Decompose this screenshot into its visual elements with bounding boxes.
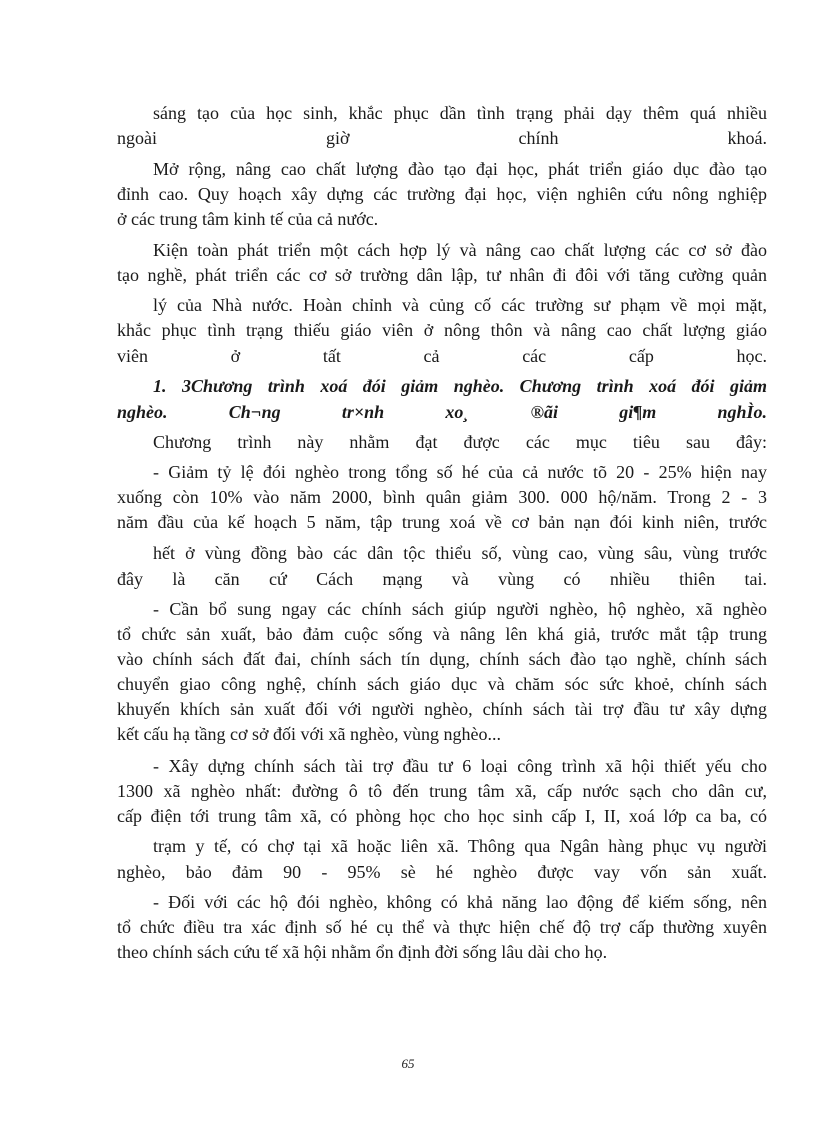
text-line: tổ chức sản xuất, bảo đảm cuộc sống và nâng lên khá giả, trước mắt tập trung	[117, 624, 767, 644]
text-line: đây là căn cứ Cách mạng và vùng có nhiều thiên tai.	[117, 569, 767, 589]
text-line: viên ở tất cả các cấp học.	[117, 346, 767, 366]
text-line: xuống còn 10% vào năm 2000, bình quân giảm 300. 000 hộ/năm. Trong 2 - 3	[117, 487, 767, 507]
text-line: lý của Nhà nước. Hoàn chỉnh và củng cố các trường sư phạm về mọi mặt,	[153, 295, 767, 315]
page-number: 65	[401, 1056, 415, 1071]
text-line: - Đối với các hộ đói nghèo, không có khả năng lao động để kiếm sống, nên	[153, 892, 767, 912]
text-line: ngoài giờ chính khoá.	[117, 128, 767, 148]
text-line: sáng tạo của học sinh, khắc phục dần tình trạng phải dạy thêm quá nhiều	[153, 103, 767, 123]
text-line: Chương trình này nhằm đạt được các mục tiêu sau đây:	[153, 432, 767, 452]
text-line: theo chính sách cứu tế xã hội nhằm ổn định đời sống lâu dài cho họ.	[117, 942, 608, 962]
text-line: 1300 xã nghèo nhất: đường ô tô đến trung tâm xã, cấp nước sạch cho dân cư,	[117, 781, 767, 801]
text-line: - Cần bổ sung ngay các chính sách giúp người nghèo, hộ nghèo, xã nghèo	[153, 599, 767, 619]
text-line: trạm y tế, có chợ tại xã hoặc liên xã. Thông qua Ngân hàng phục vụ người	[153, 836, 767, 856]
text-line: khuyến khích sản xuất đối với người nghèo, chính sách tài trợ đầu tư xây dựng	[117, 699, 767, 719]
text-line: ở các trung tâm kinh tế của cả nước.	[117, 209, 379, 229]
text-line: chuyển giao công nghệ, chính sách giáo dục và chăm sóc sức khoẻ, chính sách	[117, 674, 767, 694]
text-line: đỉnh cao. Quy hoạch xây dựng các trường đại học, viện nghiên cứu nông nghiệp	[117, 184, 767, 204]
text-line: năm đầu của kế hoạch 5 năm, tập trung xoá về cơ bản nạn đói kinh niên, trước	[117, 512, 767, 532]
text-line: khắc phục tình trạng thiếu giáo viên ở nông thôn và nâng cao chất lượng giáo	[117, 320, 767, 340]
text-line: tổ chức điều tra xác định số hé cụ thể và thực hiện chế độ trợ cấp thường xuyên	[117, 917, 767, 937]
text-line: kết cấu hạ tầng cơ sở đối với xã nghèo, vùng nghèo...	[117, 724, 501, 744]
text-line: - Giảm tỷ lệ đói nghèo trong tổng số hé của cả nước tõ 20 - 25% hiện nay	[153, 462, 767, 482]
section-heading: nghèo. Ch¬ng tr×nh xo¸ ®ãi gi¶m nghÌo.	[117, 402, 767, 422]
text-line: nghèo, bảo đảm 90 - 95% sè hé nghèo được vay vốn sản xuất.	[117, 862, 767, 882]
text-line: tạo nghề, phát triển các cơ sở trường dân lập, tư nhân đi đôi với tăng cường quản	[117, 265, 767, 285]
text-line: hết ở vùng đồng bào các dân tộc thiểu số, vùng cao, vùng sâu, vùng trước	[153, 543, 767, 563]
text-line: - Xây dựng chính sách tài trợ đầu tư 6 loại công trình xã hội thiết yếu cho	[153, 756, 767, 776]
section-heading: 1. 3Chương trình xoá đói giảm nghèo. Chương trình xoá đói giảm	[153, 376, 767, 396]
text-line: Kiện toàn phát triển một cách hợp lý và nâng cao chất lượng các cơ sở đào	[153, 240, 767, 260]
text-line: cấp điện tới trung tâm xã, có phòng học cho học sinh cấp I, II, xoá lớp ca ba, có	[117, 806, 767, 826]
text-line: vào chính sách đất đai, chính sách tín dụng, chính sách đào tạo nghề, chính sách	[117, 649, 767, 669]
text-line: Mở rộng, nâng cao chất lượng đào tạo đại học, phát triển giáo dục đào tạo	[153, 159, 767, 179]
